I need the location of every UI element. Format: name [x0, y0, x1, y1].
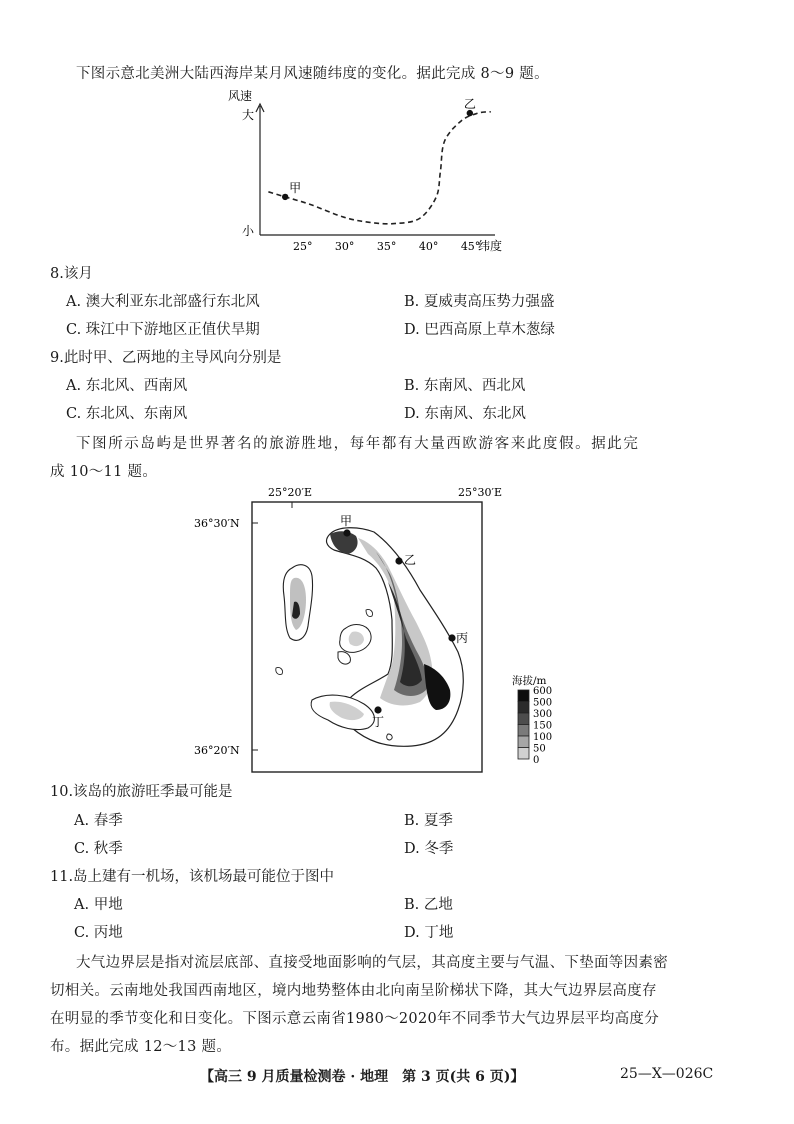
legend-value: 0 — [533, 755, 540, 766]
lon-label-right: 25°30′E — [458, 486, 503, 499]
wind-speed-curve — [268, 112, 490, 224]
legend-swatch — [518, 690, 529, 702]
legend-value: 600 — [533, 686, 553, 697]
q9-option-b[interactable]: B. 东南风、西北风 — [404, 378, 526, 394]
place-bing-dot — [448, 634, 455, 641]
intro-q10-11-line1: 下图所示岛屿是世界著名的旅游胜地，每年都有大量西欧游客来此度假。据此完 — [76, 436, 640, 452]
point-jia — [282, 194, 288, 200]
legend-value: 100 — [533, 732, 553, 743]
place-ding-label: 丁 — [372, 715, 385, 729]
y-high-label: 大 — [242, 108, 255, 122]
place-ding-dot — [374, 706, 381, 713]
q9-stem: 9.此时甲、乙两地的主导风向分别是 — [50, 350, 282, 366]
place-jia-label: 甲 — [340, 514, 353, 528]
wind-speed-chart — [220, 88, 520, 258]
place-bing-label: 丙 — [456, 631, 469, 645]
point-jia-label: 甲 — [289, 180, 302, 195]
q9-option-d[interactable]: D. 东南风、东北风 — [404, 406, 526, 422]
x-tick-label: 40° — [418, 240, 439, 253]
footer-page-info: 【高三 9 月质量检测卷 · 地理 第 3 页(共 6 页)】 — [200, 1069, 525, 1085]
lon-label-left: 25°20′E — [268, 486, 313, 499]
legend-swatch — [518, 725, 529, 737]
legend-value: 300 — [533, 709, 553, 720]
legend-swatch — [518, 736, 529, 748]
legend-value: 50 — [533, 743, 546, 755]
legend-swatch — [518, 713, 529, 725]
y-axis-label: 风速 — [228, 89, 253, 103]
intro-q12-13-line4: 布。据此完成 12～13 题。 — [50, 1039, 232, 1055]
q11-option-a[interactable]: A. 甲地 — [74, 897, 123, 913]
x-tick-label: 30° — [334, 240, 355, 253]
intro-q8-9: 下图示意北美洲大陆西海岸某月风速随纬度的变化。据此完成 8～9 题。 — [76, 66, 549, 82]
q8-option-a[interactable]: A. 澳大利亚东北部盛行东北风 — [66, 294, 260, 310]
tiny-islet-2 — [387, 734, 392, 740]
legend-swatch — [518, 702, 529, 714]
point-yi-label: 乙 — [463, 97, 476, 112]
place-yi-label: 乙 — [404, 553, 417, 567]
q10-option-d[interactable]: D. 冬季 — [404, 841, 454, 857]
legend-title: 海拔/m — [512, 675, 547, 687]
x-tick-label: 25° — [292, 240, 313, 253]
legend-value: 500 — [533, 697, 553, 709]
y-low-label: 小 — [242, 224, 255, 238]
elevation-legend — [518, 686, 552, 766]
q10-stem: 10.该岛的旅游旺季最可能是 — [50, 784, 233, 800]
q9-option-a[interactable]: A. 东北风、西南风 — [66, 378, 188, 394]
intro-q12-13-line1: 大气边界层是指对流层底部、直接受地面影响的气层，其高度主要与气温、下垫面等因素密 — [76, 955, 668, 971]
q10-option-c[interactable]: C. 秋季 — [74, 841, 123, 857]
q10-option-b[interactable]: B. 夏季 — [404, 813, 453, 829]
x-tick-label: 45° — [460, 240, 481, 253]
intro-q10-11-line2: 成 10～11 题。 — [50, 464, 158, 480]
q10-option-a[interactable]: A. 春季 — [74, 813, 123, 829]
intro-q12-13-line3: 在明显的季节变化和日变化。下图示意云南省1980～2020年不同季节大气边界层平均高度分 — [50, 1011, 659, 1027]
x-axis-label: 纬度 — [478, 239, 503, 253]
q11-option-d[interactable]: D. 丁地 — [404, 925, 454, 941]
q8-option-d[interactable]: D. 巴西高原上草木葱绿 — [404, 322, 555, 338]
q8-option-c[interactable]: C. 珠江中下游地区正值伏旱期 — [66, 322, 260, 338]
intro-q12-13-line2: 切相关。云南地处我国西南地区，境内地势整体由北向南呈阶梯状下降，其大气边界层高度存 — [50, 983, 657, 999]
lat-label-top: 36°30′N — [194, 517, 240, 530]
x-tick-label: 35° — [376, 240, 397, 253]
legend-swatch — [518, 748, 529, 760]
q11-option-b[interactable]: B. 乙地 — [404, 897, 453, 913]
legend-value: 150 — [533, 720, 553, 732]
place-jia-dot — [343, 529, 350, 536]
q11-option-c[interactable]: C. 丙地 — [74, 925, 123, 941]
lat-label-bottom: 36°20′N — [194, 744, 240, 757]
q11-stem: 11.岛上建有一机场，该机场最可能位于图中 — [50, 869, 335, 885]
tiny-islet-1 — [276, 667, 283, 674]
q8-stem: 8.该月 — [50, 266, 93, 282]
island-map — [180, 482, 560, 774]
footer-code: 25—X—026C — [620, 1066, 714, 1082]
q9-option-c[interactable]: C. 东北风、东南风 — [66, 406, 188, 422]
q8-option-b[interactable]: B. 夏威夷高压势力强盛 — [404, 294, 555, 310]
place-yi-dot — [395, 557, 402, 564]
